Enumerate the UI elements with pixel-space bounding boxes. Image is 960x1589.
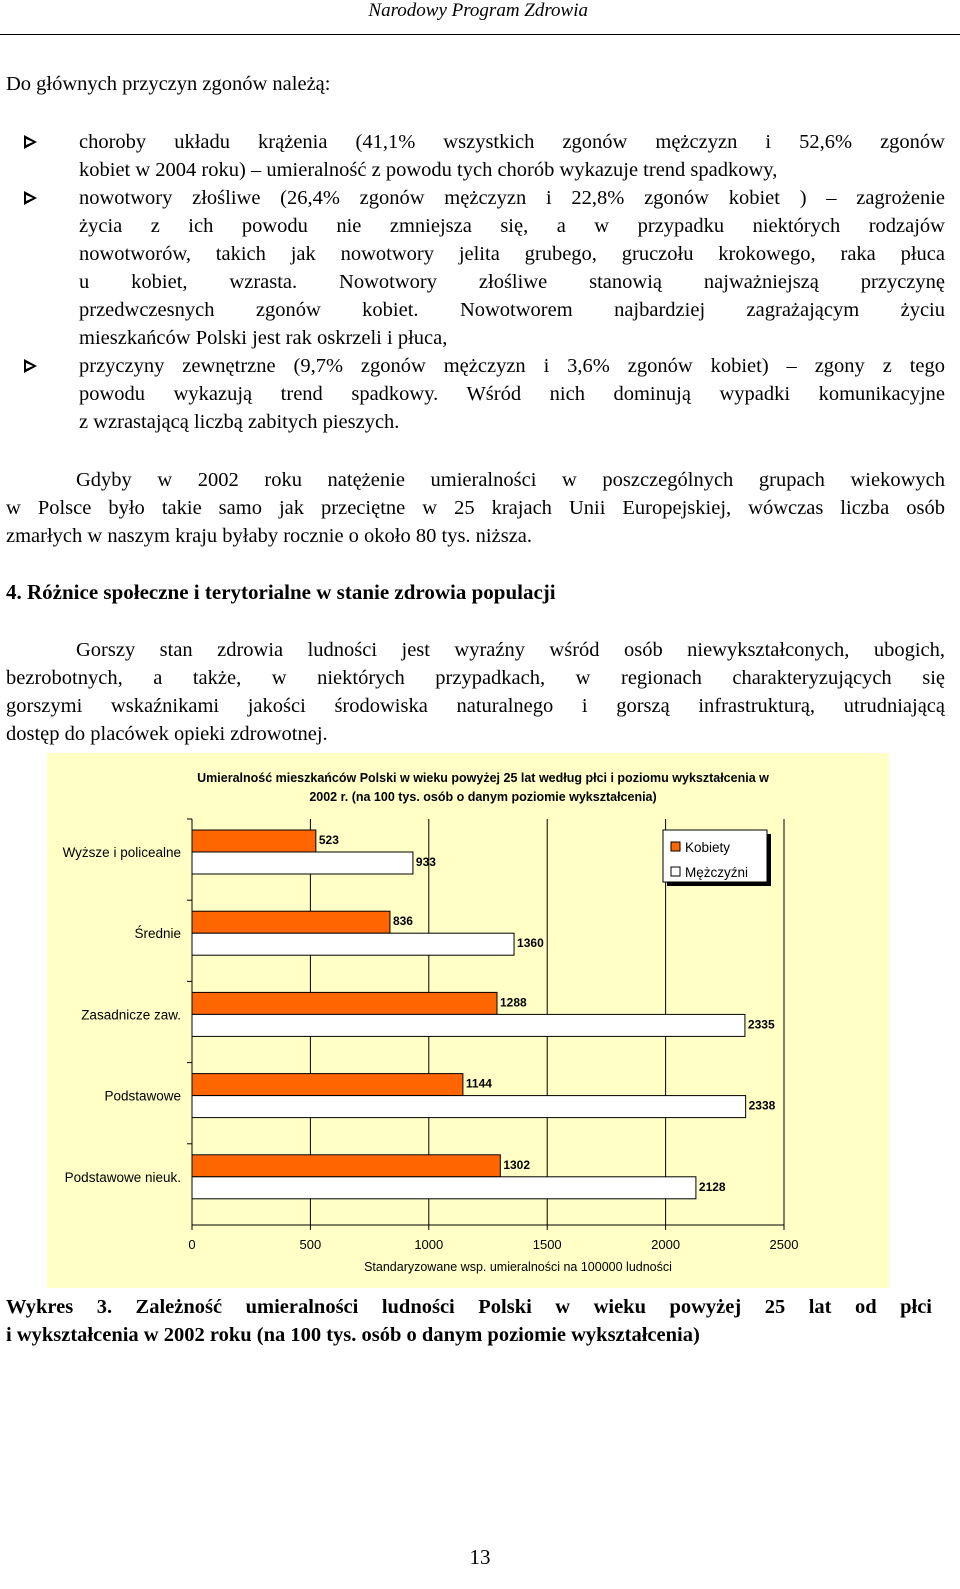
bullet-3-line-2: powodu wykazują trend spadkowy. Wśród nich dominują wypadki komunikacyjne: [79, 383, 945, 405]
paragraph-2-line-1: Gorszy stan zdrowia ludności jest wyraźny wśród osób niewykształconych, ubogich,: [76, 639, 945, 661]
x-tick-label: 2000: [651, 1237, 681, 1252]
data-label: 2338: [748, 1098, 776, 1113]
bullet-2-line-3: nowotworów, takich jak nowotwory jelita grubego, gruczołu krokowego, raka płuca: [79, 243, 945, 265]
paragraph-2-line-3: gorszymi wskaźnikami jakości środowiska naturalnego i gorszą infrastrukturą, utrudniającą: [6, 695, 945, 717]
bar-kobiety: [192, 911, 390, 933]
arrow-bullet-icon: [24, 359, 37, 373]
arrow-bullet-icon: [24, 135, 37, 149]
data-label: 933: [415, 855, 436, 869]
x-axis-title: Standaryzowane wsp. umieralności na 100000 ludności: [364, 1260, 672, 1274]
category-label: Podstawowe nieuk.: [64, 1169, 181, 1185]
x-tick-label: 1000: [414, 1237, 444, 1252]
chart-title-line-1: Umieralność mieszkańców Polski w wieku powyżej 25 lat według płci i poziomu wykształcenia w: [197, 771, 769, 785]
category-label: Zasadnicze zaw.: [81, 1007, 181, 1023]
category-label: Średnie: [134, 926, 181, 942]
paragraph-1-line-2: w Polsce było takie samo jak przeciętne w 25 krajach Unii Europejskiej, wówczas liczba osób: [6, 497, 945, 519]
legend-label: Kobiety: [685, 840, 731, 855]
paragraph-1-line-3: zmarłych w naszym kraju byłaby rocznie o około 80 tys. niższa.: [6, 525, 533, 547]
paragraph-1-line-1: Gdyby w 2002 roku natężenie umieralności w poszczególnych grupach wiekowych: [76, 469, 945, 491]
x-tick-label: 0: [188, 1237, 196, 1252]
intro-text: Do głównych przyczyn zgonów należą:: [6, 73, 331, 95]
data-label: 1288: [499, 995, 527, 1010]
x-tick-label: 1500: [532, 1237, 562, 1252]
bullet-3-line-3: z wzrastającą liczbą zabitych pieszych.: [79, 411, 400, 433]
legend-swatch: [671, 842, 680, 851]
bullet-3-line-1: przyczyny zewnętrzne (9,7% zgonów mężczyzn i 3,6% zgonów kobiet) – zgony z tego: [79, 355, 945, 377]
bar-kobiety: [192, 992, 497, 1014]
figure-caption-line-1: Wykres 3. Zależność umieralności ludności Polski w wieku powyżej 25 lat od płci: [6, 1296, 932, 1318]
bar-mezczyzni: [192, 1014, 745, 1036]
bullet-2-line-6: mieszkańców Polski jest rak oskrzeli i płuca,: [79, 327, 448, 349]
data-label: 1360: [517, 936, 544, 951]
category-label: Wyższe i policealne: [62, 845, 181, 860]
bar-mezczyzni: [192, 1177, 696, 1199]
data-label: 836: [392, 914, 413, 929]
bullet-2-line-5: przedwczesnych zgonów kobiet. Nowotworem najbardziej zagrażającym życiu: [79, 299, 945, 321]
bar-kobiety: [192, 1074, 463, 1096]
legend-label: Mężczyźni: [685, 865, 749, 880]
x-tick-label: 2500: [769, 1237, 799, 1252]
bar-kobiety: [192, 1155, 500, 1177]
figure-caption-line-2: i wykształcenia w 2002 roku (na 100 tys. osób o danym poziomie wykształcenia): [6, 1324, 700, 1346]
section-heading: 4. Różnice społeczne i terytorialne w stanie zdrowia populacji: [6, 580, 556, 604]
data-label: 1144: [465, 1076, 492, 1091]
chart-title-line-2: 2002 r. (na 100 tys. osób o danym poziomie wykształcenia): [309, 790, 657, 804]
category-label: Podstawowe: [104, 1088, 181, 1104]
bar-kobiety: [192, 830, 316, 852]
bullet-2-line-4: u kobiet, wzrasta. Nowotwory złośliwe stanowią najważniejszą przyczynę: [79, 271, 945, 293]
data-label: 2128: [698, 1179, 726, 1194]
data-label: 1302: [503, 1157, 531, 1172]
bullet-2-line-2: życia z ich powodu nie zmniejsza się, a w przypadku niektórych rodzajów: [79, 215, 945, 237]
paragraph-2-line-4: dostęp do placówek opieki zdrowotnej.: [6, 723, 328, 745]
bullet-2-line-1: nowotwory złośliwe (26,4% zgonów mężczyzn i 22,8% zgonów kobiet ) – zagrożenie: [79, 187, 945, 209]
page-number: 13: [469, 1545, 491, 1569]
arrow-bullet-icon: [24, 191, 37, 205]
bar-mezczyzni: [192, 852, 413, 874]
bar-mezczyzni: [192, 933, 514, 955]
chart: [47, 753, 889, 1288]
page-header: [0, 0, 960, 35]
chart-plot: [47, 753, 889, 1288]
legend-swatch: [671, 867, 680, 876]
header-title: Narodowy Program Zdrowia: [368, 0, 588, 21]
bar-mezczyzni: [192, 1096, 746, 1118]
x-tick-label: 500: [299, 1237, 322, 1252]
bullet-1-line-2: kobiet w 2004 roku) – umieralność z powodu tych chorób wykazuje trend spadkowy,: [79, 159, 778, 181]
data-label: 523: [318, 833, 339, 847]
bullet-1-line-1: choroby układu krążenia (41,1% wszystkich zgonów mężczyzn i 52,6% zgonów: [79, 131, 945, 153]
paragraph-2-line-2: bezrobotnych, a także, w niektórych przypadkach, w regionach charakteryzujących się: [6, 667, 945, 689]
data-label: 2335: [747, 1017, 775, 1032]
